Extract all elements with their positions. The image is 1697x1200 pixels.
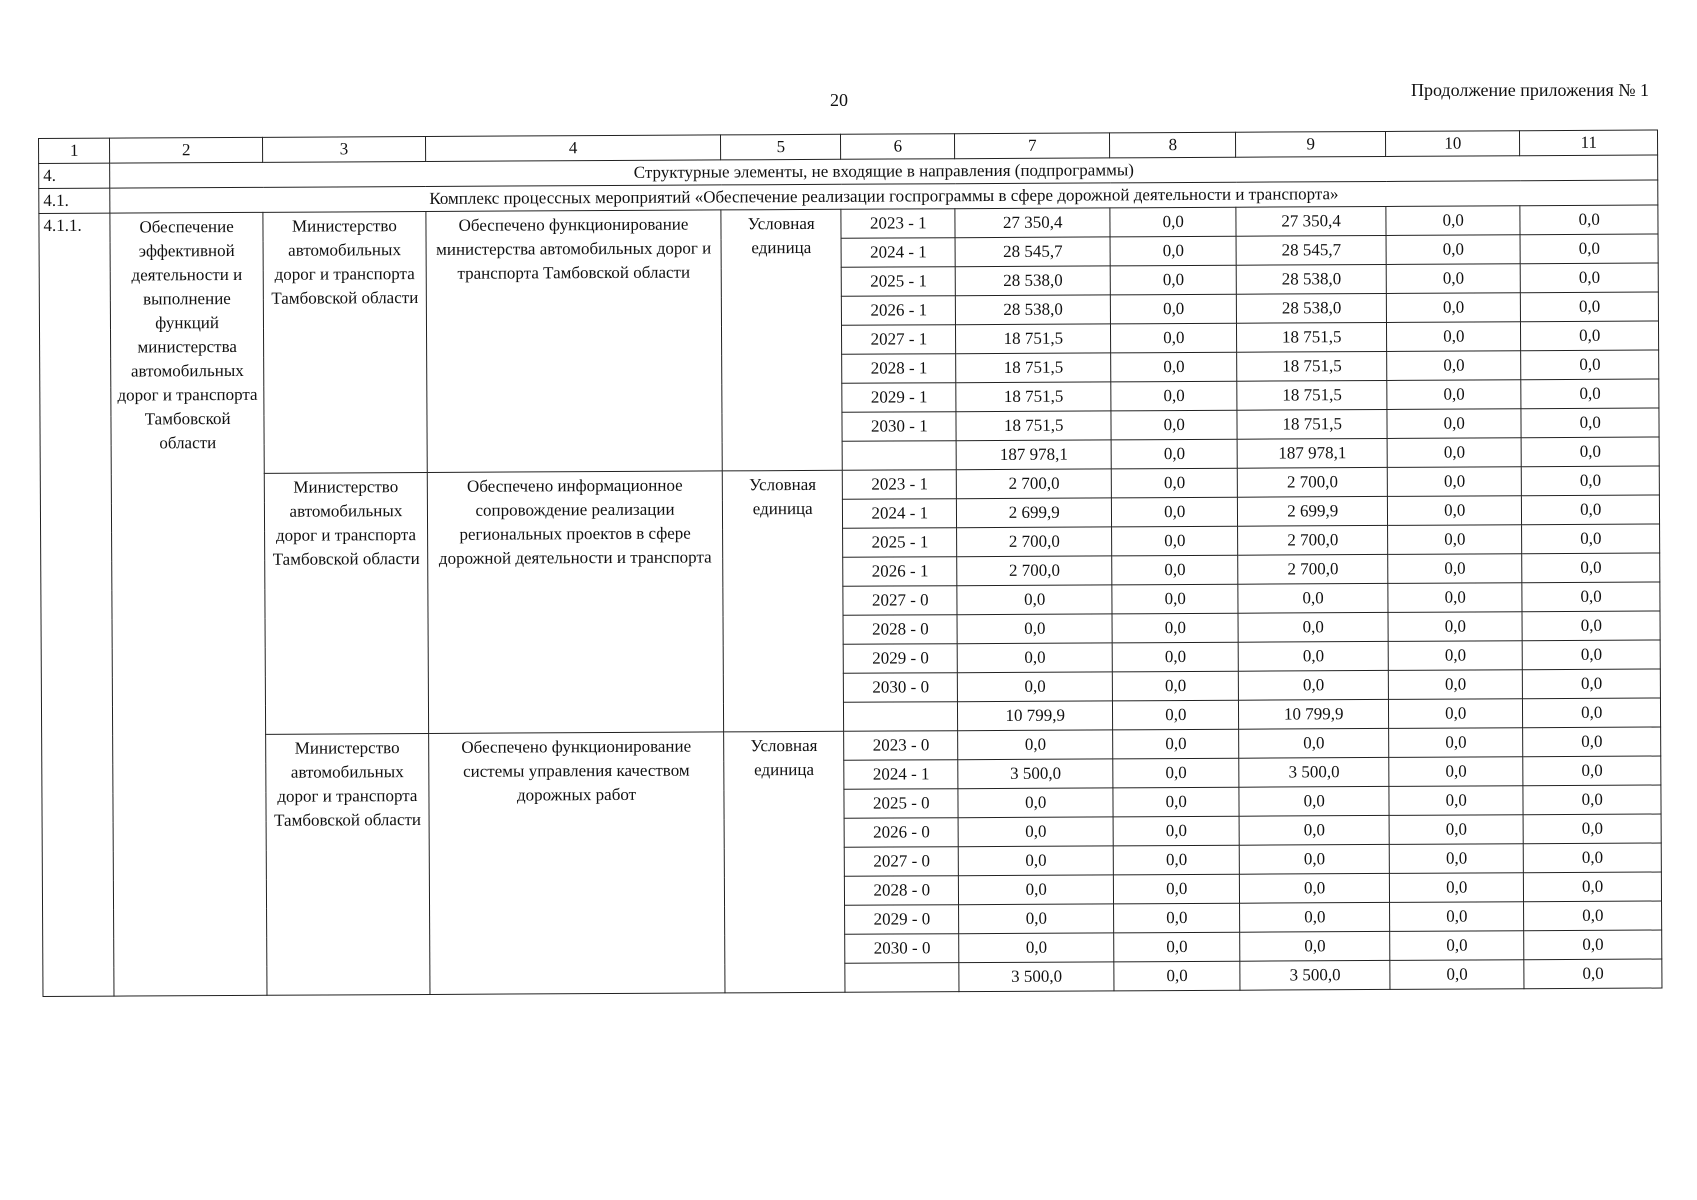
result-cell: Обеспечено функционирование системы управления качеством дорожных работ [429, 732, 726, 995]
page-number: 20 [830, 90, 848, 110]
value-col10: 0,0 [1389, 757, 1524, 787]
section-title: Структурные элементы, не входящие в направления (подпрограммы) [110, 155, 1658, 188]
value-col8: 0,0 [1114, 961, 1240, 991]
value-col9: 27 350,4 [1236, 206, 1386, 236]
year-cell: 2030 - 0 [845, 934, 959, 964]
value-col9: 18 751,5 [1237, 351, 1387, 381]
value-col7: 3 500,0 [959, 962, 1114, 992]
unit-cell: Условная единица [722, 470, 844, 732]
value-col8: 0,0 [1113, 845, 1239, 875]
year-cell: 2029 - 0 [843, 644, 957, 674]
value-col7: 0,0 [958, 672, 1113, 702]
value-col10: 0,0 [1389, 815, 1524, 845]
value-col7: 187 978,1 [956, 440, 1111, 470]
value-col9: 3 500,0 [1240, 960, 1390, 990]
column-number: 1 [39, 138, 110, 163]
value-col10: 0,0 [1386, 206, 1521, 236]
year-cell [842, 441, 956, 471]
value-col7: 18 751,5 [956, 324, 1111, 354]
value-col10: 0,0 [1388, 641, 1523, 671]
year-cell: 2027 - 0 [843, 586, 957, 616]
value-col11: 0,0 [1524, 959, 1662, 989]
executor-cell: Министерство автомобильных дорог и транспорта Тамбовской области [264, 472, 428, 734]
value-col11: 0,0 [1523, 756, 1661, 786]
value-col10: 0,0 [1387, 322, 1522, 352]
value-col7: 18 751,5 [956, 411, 1111, 441]
column-number: 10 [1386, 131, 1521, 157]
value-col9: 18 751,5 [1237, 380, 1387, 410]
column-number: 3 [262, 136, 425, 162]
value-col7: 2 700,0 [957, 527, 1112, 557]
year-cell: 2026 - 1 [842, 296, 956, 326]
value-col8: 0,0 [1113, 729, 1239, 759]
value-col9: 0,0 [1239, 815, 1389, 845]
value-col11: 0,0 [1522, 495, 1660, 525]
value-col9: 28 545,7 [1236, 235, 1386, 265]
value-col11: 0,0 [1522, 466, 1660, 496]
year-cell: 2024 - 1 [843, 499, 957, 529]
value-col7: 0,0 [959, 933, 1114, 963]
value-col8: 0,0 [1112, 642, 1238, 672]
value-col11: 0,0 [1523, 785, 1661, 815]
result-cell: Обеспечено информационное сопровождение реализации региональных проектов в сфере дорожной деятельности и транспорта [427, 471, 724, 734]
value-col9: 0,0 [1240, 873, 1390, 903]
value-col11: 0,0 [1521, 408, 1659, 438]
year-cell: 2025 - 0 [844, 789, 958, 819]
value-col8: 0,0 [1112, 584, 1238, 614]
value-col10: 0,0 [1388, 554, 1523, 584]
year-cell: 2026 - 0 [844, 818, 958, 848]
value-col10: 0,0 [1389, 728, 1524, 758]
column-number: 9 [1236, 131, 1386, 157]
value-col8: 0,0 [1111, 410, 1237, 440]
value-col7: 0,0 [958, 788, 1113, 818]
value-col8: 0,0 [1111, 381, 1237, 411]
value-col10: 0,0 [1388, 612, 1523, 642]
value-col9: 0,0 [1238, 612, 1388, 642]
value-col10: 0,0 [1390, 931, 1525, 961]
value-col7: 0,0 [958, 817, 1113, 847]
item-name: Обеспечение эффективной деятельности и выполнение функций министерства автомобильных дорог и транспорта Тамбовской области [110, 212, 267, 996]
unit-cell: Условная единица [724, 731, 846, 993]
year-cell: 2029 - 1 [842, 383, 956, 413]
value-col9: 0,0 [1239, 670, 1389, 700]
value-col11: 0,0 [1524, 814, 1662, 844]
value-col8: 0,0 [1110, 294, 1236, 324]
column-number: 4 [425, 135, 720, 162]
value-col7: 18 751,5 [956, 353, 1111, 383]
value-col11: 0,0 [1520, 205, 1658, 235]
executor-cell: Министерство автомобильных дорог и транспорта Тамбовской области [263, 211, 427, 473]
value-col9: 18 751,5 [1237, 322, 1387, 352]
value-col10: 0,0 [1389, 873, 1524, 903]
value-col10: 0,0 [1387, 496, 1522, 526]
program-table-wrapper [38, 130, 1662, 997]
value-col8: 0,0 [1112, 613, 1238, 643]
value-col11: 0,0 [1522, 437, 1660, 467]
result-cell: Обеспечено функционирование министерства автомобильных дорог и транспорта Тамбовской области [426, 210, 723, 473]
year-cell: 2025 - 1 [843, 528, 957, 558]
value-col11: 0,0 [1522, 582, 1660, 612]
value-col7: 18 751,5 [956, 382, 1111, 412]
appendix-note: Продолжение приложения № 1 [1410, 80, 1649, 100]
value-col11: 0,0 [1521, 350, 1659, 380]
year-cell: 2023 - 0 [844, 731, 958, 761]
value-col8: 0,0 [1111, 323, 1237, 353]
value-col8: 0,0 [1112, 555, 1238, 585]
column-number: 11 [1520, 130, 1658, 156]
value-col9: 10 799,9 [1239, 699, 1389, 729]
value-col7: 2 700,0 [957, 469, 1112, 499]
value-col9: 0,0 [1238, 583, 1388, 613]
value-col10: 0,0 [1388, 583, 1523, 613]
value-col11: 0,0 [1524, 843, 1662, 873]
subsection-title: Комплекс процессных мероприятий «Обеспечение реализации госпрограммы в сфере дорожной деятельности и транспорта» [110, 180, 1658, 213]
year-cell: 2027 - 0 [845, 847, 959, 877]
value-col10: 0,0 [1387, 409, 1522, 439]
value-col9: 2 699,9 [1238, 496, 1388, 526]
value-col7: 2 700,0 [957, 556, 1112, 586]
value-col9: 0,0 [1239, 641, 1389, 671]
value-col7: 28 538,0 [956, 295, 1111, 325]
value-col8: 0,0 [1114, 932, 1240, 962]
value-col8: 0,0 [1112, 497, 1238, 527]
value-col8: 0,0 [1111, 352, 1237, 382]
value-col9: 0,0 [1239, 728, 1389, 758]
value-col11: 0,0 [1523, 727, 1661, 757]
value-col7: 10 799,9 [958, 701, 1113, 731]
year-cell: 2028 - 1 [842, 354, 956, 384]
value-col7: 3 500,0 [958, 759, 1113, 789]
value-col10: 0,0 [1390, 902, 1525, 932]
value-col7: 0,0 [957, 614, 1112, 644]
year-cell: 2028 - 0 [845, 876, 959, 906]
value-col10: 0,0 [1389, 786, 1524, 816]
year-cell: 2025 - 1 [842, 267, 956, 297]
value-col10: 0,0 [1389, 844, 1524, 874]
value-col8: 0,0 [1113, 787, 1239, 817]
item-number: 4.1.1. [39, 213, 114, 996]
value-col11: 0,0 [1524, 872, 1662, 902]
year-cell [844, 702, 958, 732]
year-cell: 2027 - 1 [842, 325, 956, 355]
column-number: 6 [841, 134, 955, 160]
value-col10: 0,0 [1386, 235, 1521, 265]
value-col10: 0,0 [1386, 264, 1521, 294]
value-col7: 27 350,4 [955, 208, 1110, 238]
year-cell: 2023 - 1 [843, 470, 957, 500]
value-col7: 0,0 [957, 585, 1112, 615]
value-col8: 0,0 [1113, 758, 1239, 788]
value-col9: 28 538,0 [1237, 293, 1387, 323]
value-col9: 18 751,5 [1237, 409, 1387, 439]
value-col10: 0,0 [1387, 380, 1522, 410]
column-number: 2 [110, 137, 263, 163]
value-col9: 2 700,0 [1238, 467, 1388, 497]
value-col8: 0,0 [1110, 207, 1236, 237]
value-col8: 0,0 [1110, 236, 1236, 266]
value-col10: 0,0 [1389, 699, 1524, 729]
value-col11: 0,0 [1522, 611, 1660, 641]
value-col10: 0,0 [1387, 438, 1522, 468]
value-col8: 0,0 [1113, 874, 1239, 904]
year-cell: 2024 - 1 [844, 760, 958, 790]
value-col11: 0,0 [1523, 669, 1661, 699]
year-cell [845, 963, 959, 993]
unit-cell: Условная единица [721, 209, 843, 471]
value-col11: 0,0 [1523, 698, 1661, 728]
value-col11: 0,0 [1520, 234, 1658, 264]
value-col11: 0,0 [1524, 930, 1662, 960]
section-number: 4. [39, 163, 110, 188]
year-cell: 2023 - 1 [841, 209, 955, 239]
value-col9: 28 538,0 [1237, 264, 1387, 294]
value-col9: 0,0 [1240, 902, 1390, 932]
subsection-number: 4.1. [39, 188, 110, 213]
value-col9: 0,0 [1240, 931, 1390, 961]
value-col8: 0,0 [1111, 439, 1237, 469]
value-col7: 0,0 [959, 875, 1114, 905]
column-number: 8 [1110, 132, 1236, 158]
year-cell: 2030 - 1 [842, 412, 956, 442]
value-col7: 0,0 [958, 730, 1113, 760]
value-col9: 0,0 [1240, 844, 1390, 874]
value-col11: 0,0 [1521, 379, 1659, 409]
value-col8: 0,0 [1113, 700, 1239, 730]
value-col9: 3 500,0 [1239, 757, 1389, 787]
value-col11: 0,0 [1522, 524, 1660, 554]
value-col9: 187 978,1 [1237, 438, 1387, 468]
value-col11: 0,0 [1522, 553, 1660, 583]
year-cell: 2026 - 1 [843, 557, 957, 587]
year-cell: 2029 - 0 [845, 905, 959, 935]
value-col9: 2 700,0 [1238, 525, 1388, 555]
column-number: 7 [955, 133, 1110, 159]
value-col7: 28 538,0 [956, 266, 1111, 296]
value-col8: 0,0 [1112, 671, 1238, 701]
value-col7: 2 699,9 [957, 498, 1112, 528]
value-col11: 0,0 [1521, 263, 1659, 293]
value-col7: 28 545,7 [955, 237, 1110, 267]
value-col8: 0,0 [1114, 903, 1240, 933]
value-col10: 0,0 [1388, 525, 1523, 555]
value-col11: 0,0 [1521, 292, 1659, 322]
year-cell: 2024 - 1 [841, 238, 955, 268]
value-col10: 0,0 [1387, 351, 1522, 381]
value-col7: 0,0 [959, 904, 1114, 934]
year-cell: 2030 - 0 [844, 673, 958, 703]
value-col11: 0,0 [1524, 901, 1662, 931]
value-col8: 0,0 [1110, 265, 1236, 295]
value-col11: 0,0 [1521, 321, 1659, 351]
value-col9: 2 700,0 [1238, 554, 1388, 584]
executor-cell: Министерство автомобильных дорог и транспорта Тамбовской области [266, 733, 430, 995]
value-col10: 0,0 [1390, 960, 1525, 990]
value-col10: 0,0 [1386, 293, 1521, 323]
value-col10: 0,0 [1387, 467, 1522, 497]
column-number: 5 [721, 134, 841, 160]
value-col7: 0,0 [958, 643, 1113, 673]
value-col9: 0,0 [1239, 786, 1389, 816]
year-cell: 2028 - 0 [843, 615, 957, 645]
program-table [38, 130, 1662, 997]
value-col11: 0,0 [1523, 640, 1661, 670]
value-col7: 0,0 [959, 846, 1114, 876]
value-col8: 0,0 [1112, 526, 1238, 556]
value-col10: 0,0 [1388, 670, 1523, 700]
value-col8: 0,0 [1111, 468, 1237, 498]
value-col8: 0,0 [1113, 816, 1239, 846]
